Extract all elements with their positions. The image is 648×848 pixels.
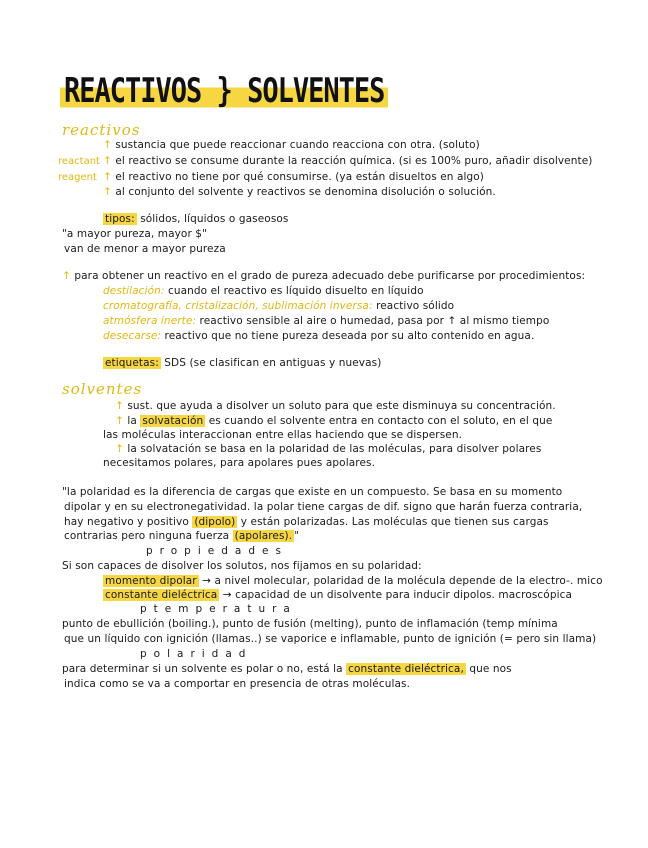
solventes-line-4: ↑ la solvatación se basa en la polaridad de las moléculas, para disolver polares [115, 443, 542, 455]
arrow-bullet-icon: ↑ [103, 155, 112, 167]
solventes-line-5: necesitamos polares, para apolares pues apolares. [103, 457, 376, 469]
polaridad-spaced: polaridad [140, 648, 253, 660]
final-line-2: indica como se va a comportar en presencia de otras moléculas. [64, 678, 411, 690]
section-heading-reactivos: reactivos [62, 121, 141, 139]
quote-pureza: "a mayor pureza, mayor $" [62, 228, 208, 240]
etiquetas-label: etiquetas: [105, 357, 159, 369]
tipos-line: tipos: sólidos, líquidos o gaseosos [105, 213, 289, 225]
arrow-bullet-icon: ↑ [103, 171, 112, 183]
final-line-1: para determinar si un solvente es polar o no, está la constante dieléctrica, que nos [62, 663, 512, 675]
constante-dielectrica-line: constante dieléctrica → capacidad de un disolvente para inducir dipolos. macroscópica [105, 589, 573, 601]
arrow-bullet-icon: ↑ [115, 443, 124, 455]
procedimiento-cromatografia: cromatografía, cristalización, sublimación inversa: reactivo sólido [103, 300, 455, 312]
propiedades-spaced: propiedades [146, 545, 288, 557]
section-heading-solventes: solventes [62, 380, 143, 398]
arrow-bullet-icon: ↑ [62, 270, 71, 282]
tipos-label: tipos: [105, 213, 135, 225]
reactivos-line-1: ↑ sustancia que puede reaccionar cuando reacciona con otra. (soluto) [103, 139, 480, 151]
arrow-bullet-icon: ↑ [115, 400, 124, 412]
procedimiento-desecarse: desecarse: reactivo que no tiene pureza deseada por su alto contenido en agua. [103, 330, 535, 342]
puntos-line-2: que un líquido con ignición (llamas..) se vaporice e inflamable, punto de ignición (= pero sin llama) [64, 633, 597, 645]
menor-mayor-pureza: van de menor a mayor pureza [64, 243, 226, 255]
solventes-line-1: ↑ sust. que ayuda a disolver un soluto para que este disminuya su concentración. [115, 400, 556, 412]
polaridad-quote-3: hay negativo y positivo (dipolo) y están polarizadas. Las moléculas que tienen sus cargas [64, 516, 549, 528]
side-note-reagent: reagent [58, 172, 97, 183]
page-title: REACTIVOS } SOLVENTES [60, 72, 388, 111]
si-son-line: Si son capaces de disolver los solutos, nos fijamos en su polaridad: [62, 560, 422, 572]
arrow-bullet-icon: ↑ [115, 415, 124, 427]
arrow-bullet-icon: ↑ [103, 186, 112, 198]
reactivos-line-4: ↑ al conjunto del solvente y reactivos se denomina disolución o solución. [103, 186, 496, 198]
reactivos-line-3: ↑ el reactivo no tiene por qué consumirse. (ya están disueltos en algo) [103, 171, 484, 183]
polaridad-quote-2: dipolar y en su electronegatividad. la polar tiene cargas de dif. signo que harán fuerza contraria, [64, 501, 583, 513]
polaridad-quote-1: "la polaridad es la diferencia de cargas que existe en un compuesto. Se basa en su momento [62, 486, 563, 498]
etiquetas-line: etiquetas: SDS (se clasifican en antiguas y nuevas) [105, 357, 382, 369]
temperatura-spaced: ptemperatura [140, 603, 297, 615]
arrow-bullet-icon: ↑ [103, 139, 112, 151]
solventes-line-3: las moléculas interaccionan entre ellas haciendo que se dispersen. [103, 429, 463, 441]
pureza-line: ↑ para obtener un reactivo en el grado de pureza adecuado debe purificarse por procedimientos: [62, 270, 586, 282]
procedimiento-atmosfera: atmósfera inerte: reactivo sensible al aire o humedad, pasa por ↑ al mismo tiempo [103, 315, 550, 327]
reactivos-line-2: ↑ el reactivo se consume durante la reacción química. (si es 100% puro, añadir disolvente) [103, 155, 593, 167]
polaridad-quote-4: contrarias pero ninguna fuerza (apolares). " [64, 530, 300, 542]
side-note-reactant: reactant [58, 156, 100, 167]
puntos-line-1: punto de ebullición (boiling.), punto de fusión (melting), punto de inflamación (temp mínima [62, 618, 558, 630]
solventes-line-2: ↑ la solvatación es cuando el solvente entra en contacto con el soluto, en el que [115, 415, 553, 427]
procedimiento-destilacion: destilación: cuando el reactivo es líquido disuelto en líquido [103, 285, 424, 297]
momento-dipolar-line: momento dipolar → a nivel molecular, polaridad de la molécula depende de la electro-. mico [105, 575, 603, 587]
